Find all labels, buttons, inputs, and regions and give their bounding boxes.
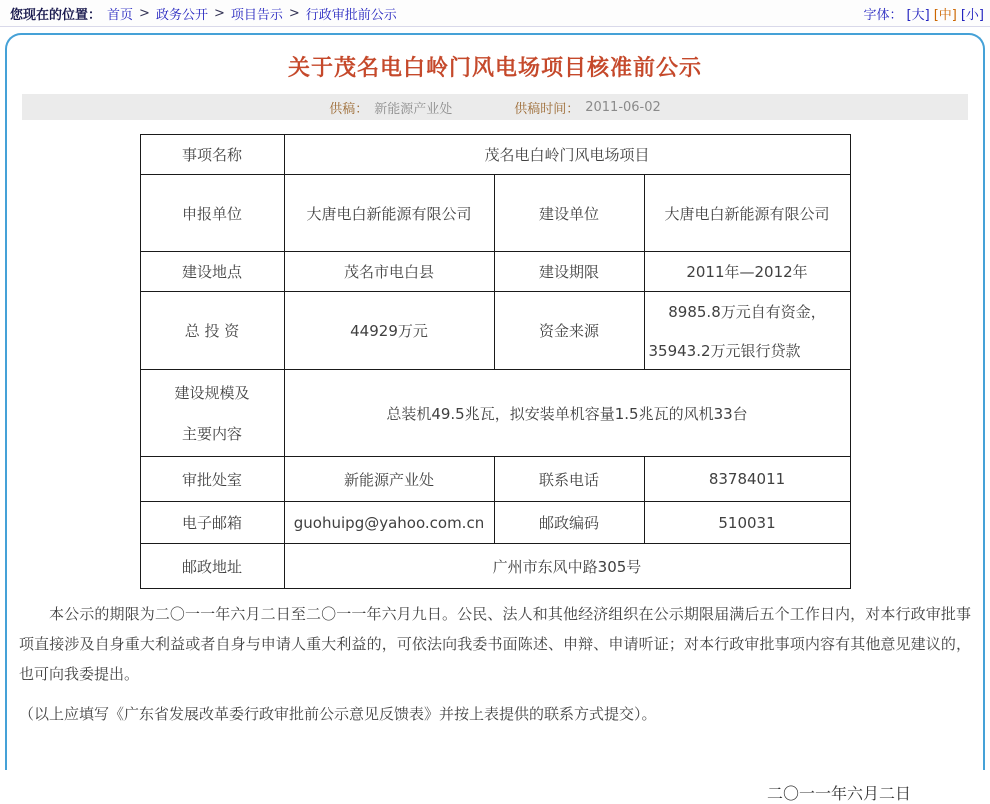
cell-investment-value: 44929万元 — [284, 292, 494, 370]
cell-scale-value: 总装机49.5兆瓦，拟安装单机容量1.5兆瓦的风机33台 — [284, 370, 850, 457]
breadcrumb-link-pre-approval[interactable]: 行政审批前公示 — [305, 7, 397, 23]
signature-date: 二〇一一年六月二日 — [766, 784, 911, 803]
cell-applicant-value: 大唐电白新能源有限公司 — [284, 175, 494, 252]
publish-time-value: 2011-06-02 — [585, 99, 661, 115]
table-row — [140, 457, 850, 502]
cell-phone-value: 83784011 — [644, 457, 850, 502]
cell-period-value: 2011年—2012年 — [644, 252, 850, 292]
cell-location-label: 建设地点 — [140, 252, 284, 292]
table-row — [140, 252, 850, 292]
breadcrumb-link-home[interactable]: 首页 — [107, 7, 134, 23]
cell-scale-label — [140, 370, 284, 457]
cell-item-name-label: 事项名称 — [140, 135, 284, 175]
cell-funding-value — [644, 292, 850, 370]
cell-approval-office-label: 审批处室 — [140, 457, 284, 502]
cell-investment-label: 总 投 资 — [140, 292, 284, 370]
funding-line-2: 35943.2万元银行贷款 — [648, 341, 801, 360]
cell-postal-address-value: 广州市东风中路305号 — [284, 544, 850, 589]
font-size-small-button[interactable]: [小] — [960, 7, 984, 23]
cell-phone-label: 联系电话 — [494, 457, 644, 502]
scale-label-line-2: 主要内容 — [181, 425, 242, 443]
notice-paragraph-2: （以上应填写《广东省发展改革委行政审批前公示意见反馈表》并按上表提供的联系方式提交）。 — [19, 705, 657, 723]
cell-email-value: guohuipg@yahoo.com.cn — [284, 502, 494, 544]
content-panel — [5, 33, 985, 803]
cell-builder-value: 大唐电白新能源有限公司 — [644, 175, 850, 252]
font-size-large-button[interactable]: [大] — [906, 7, 930, 23]
cell-zipcode-label: 邮政编码 — [494, 502, 644, 544]
cell-email-label: 电子邮箱 — [140, 502, 284, 544]
cell-period-label: 建设期限 — [494, 252, 644, 292]
article-meta-bar — [22, 94, 968, 120]
table-row — [140, 135, 850, 175]
cell-approval-office-value: 新能源产业处 — [284, 457, 494, 502]
breadcrumb-separator: > — [288, 5, 300, 21]
page-title: 关于茂名电白岭门风电场项目核准前公示 — [287, 56, 702, 81]
font-size-label: 字体： — [863, 7, 903, 23]
breadcrumb — [10, 4, 397, 23]
cell-item-name-value: 茂名电白岭门风电场项目 — [284, 135, 850, 175]
publish-time-label: 供稿时间： — [514, 101, 580, 117]
cell-location-value: 茂名市电白县 — [284, 252, 494, 292]
cell-applicant-label: 申报单位 — [140, 175, 284, 252]
cell-builder-label: 建设单位 — [494, 175, 644, 252]
table-row — [140, 544, 850, 589]
cell-postal-address-label: 邮政地址 — [140, 544, 284, 589]
font-size-medium-button[interactable]: [中] — [933, 7, 957, 23]
source-label: 供稿： — [329, 101, 369, 117]
breadcrumb-link-gov-affairs[interactable]: 政务公开 — [155, 7, 208, 23]
scale-label-line-1: 建设规模及 — [174, 384, 250, 402]
notice-paragraph-1: 本公示的期限为二〇一一年六月二日至二〇一一年六月九日。公民、法人和其他经济组织在公示期限届满后五个工作日内，对本行政审批事项直接涉及自身重大利益或者自身与申请人重大利益的，可依法向我委书面陈述、申辩、申请听证；对本行政审批事项内容有其他意见建议的，也可向我委提出。 — [19, 605, 971, 683]
funding-line-1: 8985.8万元自有资金， — [668, 302, 826, 321]
font-size-switcher — [864, 4, 984, 23]
breadcrumb-separator: > — [213, 5, 225, 21]
cell-funding-label: 资金来源 — [494, 292, 644, 370]
table-row — [140, 292, 850, 370]
project-info-table — [140, 134, 851, 589]
table-row — [140, 175, 850, 252]
breadcrumb-separator: > — [139, 5, 150, 21]
breadcrumb-link-project-notices[interactable]: 项目告示 — [230, 7, 283, 23]
breadcrumb-prefix: 您现在的位置： — [10, 7, 102, 23]
table-row — [140, 370, 850, 457]
table-row — [140, 502, 850, 544]
top-bar — [0, 0, 990, 27]
source-value: 新能源产业处 — [374, 101, 453, 117]
cell-zipcode-value: 510031 — [644, 502, 850, 544]
